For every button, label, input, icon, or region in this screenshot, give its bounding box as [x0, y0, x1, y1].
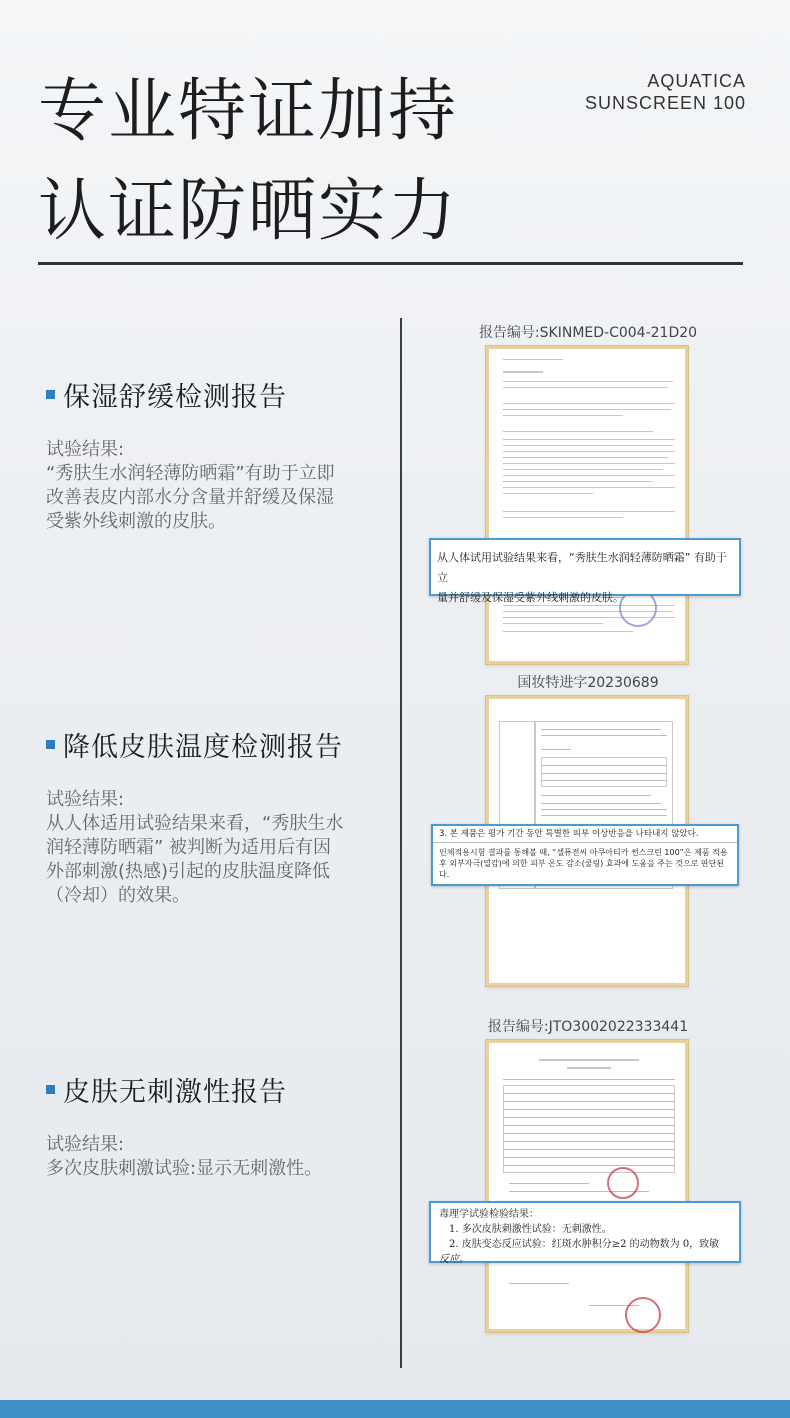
section-heading-text: 降低皮肤温度检测报告 — [63, 732, 343, 763]
page-title-line-1: 专业特证加持 — [38, 72, 459, 151]
brand-name — [585, 70, 746, 114]
seal-stamp-icon — [625, 1297, 661, 1333]
result-label: 试验结果: — [46, 1134, 125, 1155]
result-line: “秀肤生水润轻薄防晒霜”有助于立即 — [46, 463, 335, 484]
callout-line: 毒理学试验检验结果： — [439, 1209, 539, 1220]
result-text — [46, 1157, 386, 1181]
report-document-image — [486, 1040, 688, 1332]
report-highlight-callout — [429, 1201, 741, 1263]
result-line: 润轻薄防晒霜” 被判断为适用后有因 — [46, 837, 332, 858]
report-document-image — [486, 346, 688, 664]
section-non-irritating — [46, 1070, 386, 1181]
page-title — [38, 62, 458, 262]
callout-line: 3. 본 제품은 평가 기간 동안 특별한 피부 이상반응을 나타내지 않았다. — [433, 826, 737, 843]
brand-line-1: AQUATICA — [647, 71, 746, 91]
brand-line-2: SUNSCREEN 100 — [584, 93, 746, 113]
header-divider — [38, 262, 743, 265]
report-number: 国妆特进字20230689 — [517, 675, 659, 691]
callout-body: 인체적용시험 결과를 통해볼 때, “셀퓨전씨 아쿠아티카 썬스크린 100”은 제품 적용 후 외부자극(열감)에 의한 피부 온도 감소(쿨링) 효과에 도움을 주는 것으로 판단된다. — [439, 848, 728, 879]
report-highlight-callout — [429, 538, 741, 604]
result-line: （冷却）的效果。 — [46, 885, 190, 906]
square-bullet-icon — [46, 390, 55, 399]
result-label: 试验结果: — [46, 439, 125, 460]
callout-line: 量并舒缓及保湿受紫外线刺激的皮肤。 — [437, 591, 624, 604]
result-line: 多次皮肤刺激试验:显示无刺激性。 — [46, 1158, 323, 1179]
page-title-line-2: 认证防晒实力 — [38, 172, 459, 251]
callout-line: 1. 多次皮肤刺激性试验：无刺激性。 — [449, 1224, 612, 1235]
callout-line: 2. 皮肤变态反应试验：红斑水肿积分≥2 的动物数为 0，致敏 — [449, 1239, 720, 1250]
vertical-divider — [400, 318, 402, 1368]
report-number: 报告编号:JTO3002022333441 — [487, 1019, 689, 1035]
result-line: 外部刺激(热感)引起的皮肤温度降低 — [46, 861, 331, 882]
section-heading — [46, 375, 386, 414]
result-text — [46, 462, 386, 534]
seal-stamp-icon — [607, 1167, 639, 1199]
section-moisturizing — [46, 375, 386, 534]
section-heading-text: 皮肤无刺激性报告 — [63, 1077, 287, 1108]
section-skin-temperature — [46, 725, 386, 908]
square-bullet-icon — [46, 740, 55, 749]
report-number: 报告编号:SKINMED-C004-21D20 — [478, 325, 698, 341]
report-highlight-callout — [431, 824, 739, 886]
section-heading-text: 保湿舒缓检测报告 — [63, 382, 287, 413]
section-heading — [46, 1070, 386, 1109]
result-line: 受紫外线刺激的皮肤。 — [46, 511, 226, 532]
result-text — [46, 812, 386, 908]
callout-line: 反应。 — [439, 1254, 469, 1265]
footer-bar — [0, 1400, 790, 1418]
section-heading — [46, 725, 386, 764]
result-label: 试验结果: — [46, 789, 125, 810]
square-bullet-icon — [46, 1085, 55, 1094]
result-line: 改善表皮内部水分含量并舒缓及保湿 — [46, 487, 334, 508]
callout-line: 从人体试用试验结果来看，“秀肤生水润轻薄防晒霜” 有助于立 — [437, 551, 727, 584]
result-line: 从人体适用试验结果来看，“秀肤生水 — [46, 813, 344, 834]
